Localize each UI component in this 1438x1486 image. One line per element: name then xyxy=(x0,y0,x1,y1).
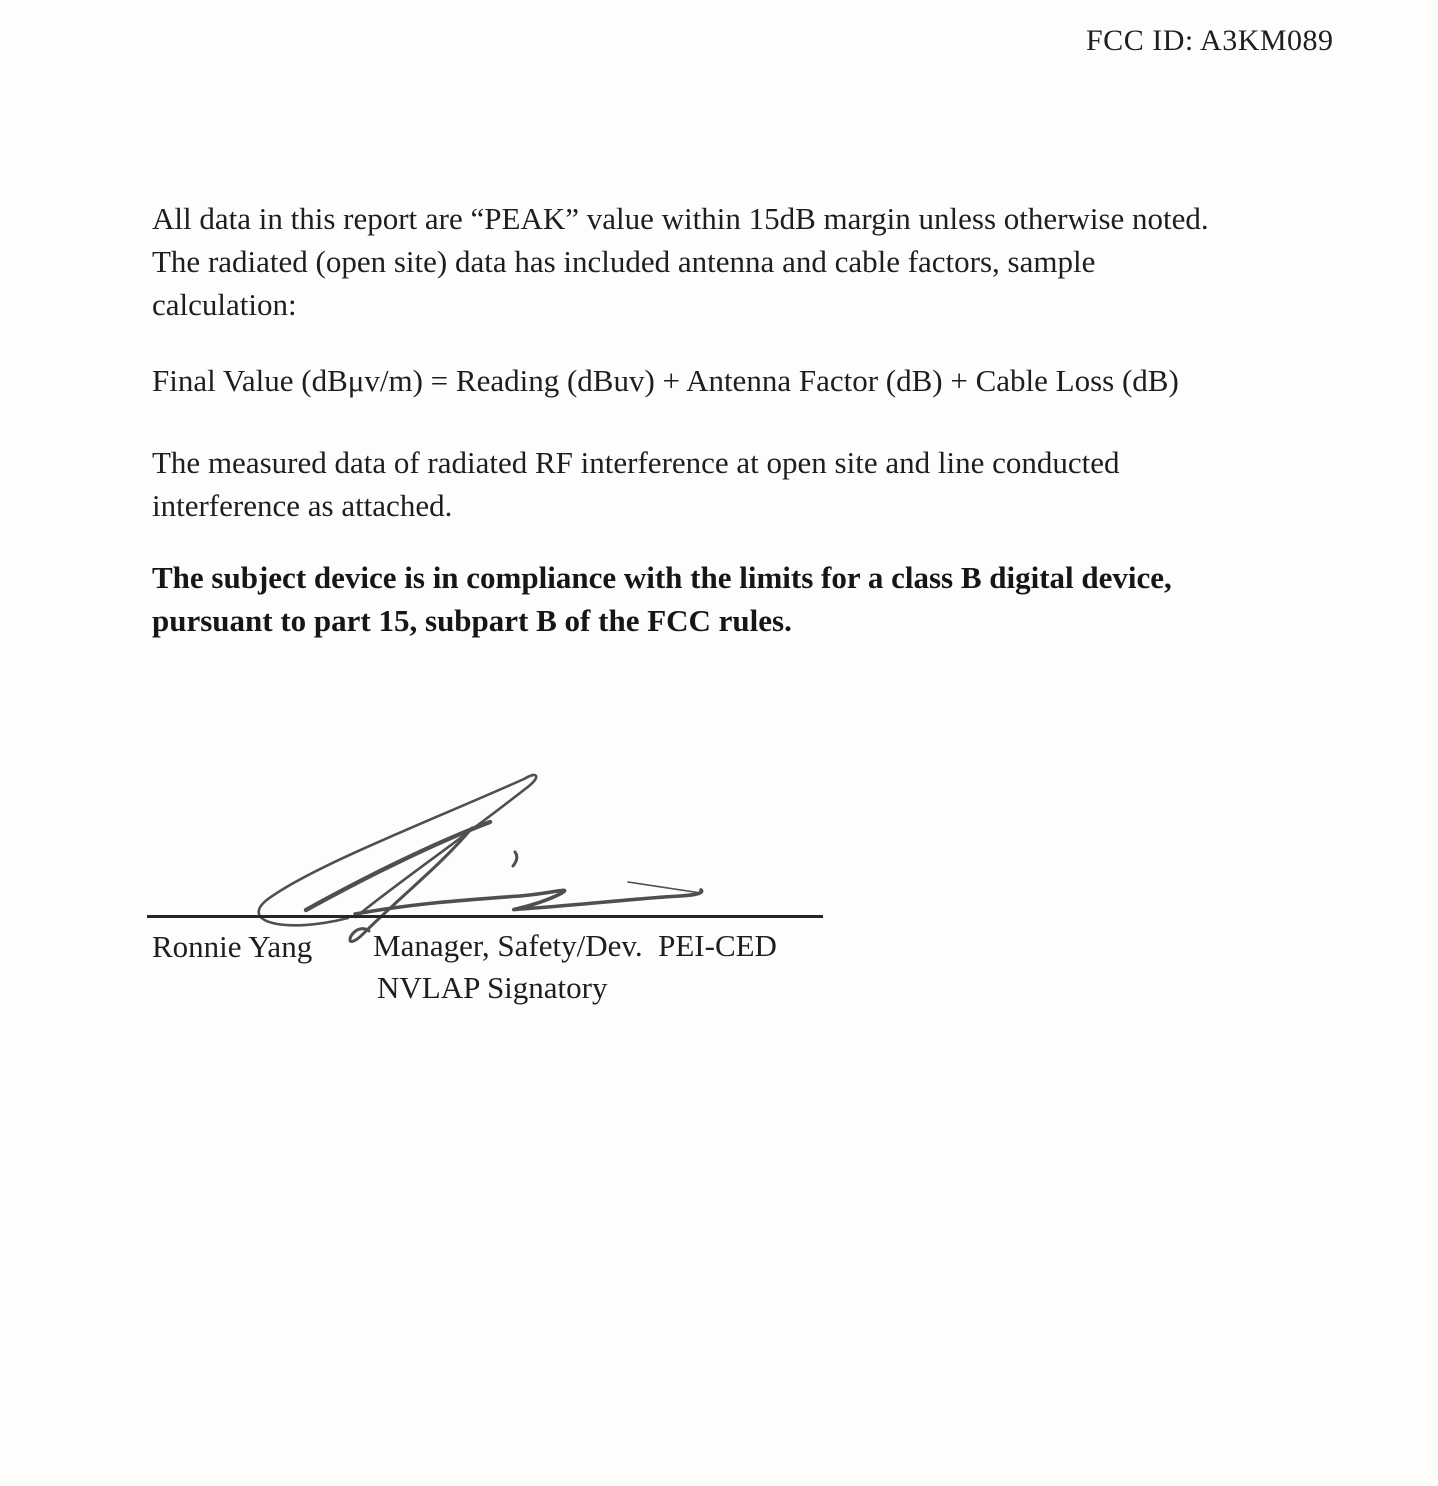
paragraph-measured xyxy=(152,441,1119,527)
signatory-titles xyxy=(373,925,777,1009)
paragraph-line: The radiated (open site) data has included antenna and cable factors, sample xyxy=(152,244,1096,279)
formula-text: Final Value (dBμv/m) = Reading (dBuv) + Antenna Factor (dB) + Cable Loss (dB) xyxy=(152,363,1179,398)
signatory-role: NVLAP Signatory xyxy=(377,970,608,1005)
signature-stroke xyxy=(628,882,701,893)
signature-stroke xyxy=(306,822,490,910)
signatory-title: Manager, Safety/Dev. PEI-CED xyxy=(373,928,777,963)
paragraph-line: calculation: xyxy=(152,287,297,322)
signatory-name: Ronnie Yang xyxy=(152,929,313,964)
paragraph-line: All data in this report are “PEAK” value within 15dB margin unless otherwise noted. xyxy=(152,201,1209,236)
paragraph-line: The subject device is in compliance with the limits for a class B digital device, xyxy=(152,560,1172,595)
signature-line xyxy=(147,915,823,918)
paragraph-intro xyxy=(152,197,1209,326)
paragraph-formula xyxy=(152,359,1179,402)
signature-pen-mark xyxy=(513,852,517,866)
fcc-id-header: FCC ID: A3KM089 xyxy=(1086,24,1334,57)
paragraph-line: pursuant to part 15, subpart B of the FCC rules. xyxy=(152,603,792,638)
paragraph-line: The measured data of radiated RF interference at open site and line conducted xyxy=(152,445,1120,480)
paragraph-line: interference as attached. xyxy=(152,488,453,523)
paragraph-compliance-statement xyxy=(152,556,1172,642)
